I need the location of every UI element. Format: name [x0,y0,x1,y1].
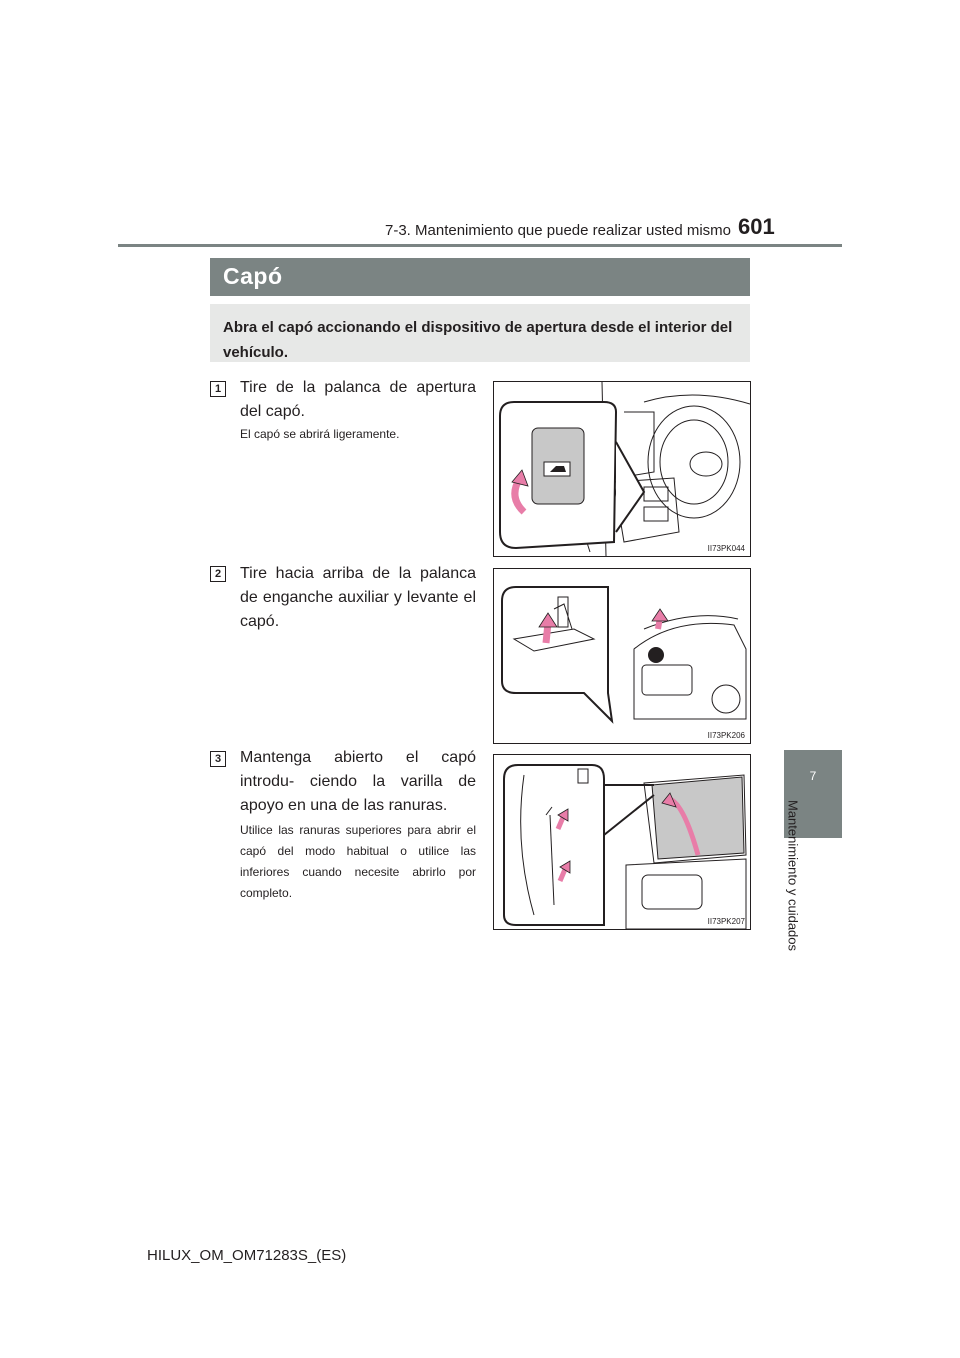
step-number-2: 2 [210,566,226,582]
figure-code-2: II73PK206 [707,731,745,740]
figure-hood-support-rod [493,754,751,930]
chapter-tab-number: 7 [809,769,817,783]
section-intro: Abra el capó accionando el dispositivo de apertura desde el interior del vehículo. [223,319,733,361]
figure-auxiliary-catch-lever [493,568,751,744]
section-intro-box [210,304,750,362]
step-number-1: 1 [210,381,226,397]
section-title: Capó [223,263,283,289]
step-note-3: Utilice las ranuras superiores para abrir el capó del modo habitual o utilice las inferiores cuando necesite abrirlo por completo. [240,823,476,900]
figure-hood-release-lever [493,381,751,557]
chapter-title: 7-3. Mantenimiento que puede realizar usted mismo [385,222,732,239]
header-divider [118,244,842,247]
document-code: HILUX_OM_OM71283S_(ES) [147,1247,347,1264]
section-title-bar [210,258,750,296]
step-text-3: Mantenga abierto el capó introdu- ciendo la varilla de apoyo en una de las ranuras. [240,749,476,814]
chapter-tab-label: Mantenimiento y cuidados [785,799,801,952]
figure-code-3: II73PK207 [707,917,745,926]
figure-code-1: II73PK044 [707,544,745,553]
step-text-1: Tire de la palanca de apertura del capó. [240,379,476,420]
step-number-3: 3 [210,751,226,767]
page-number: 601 [738,214,775,239]
step-note-1: El capó se abrirá ligeramente. [240,427,400,441]
step-text-2: Tire hacia arriba de la palanca de enganche auxiliar y levante el capó. [240,565,476,630]
